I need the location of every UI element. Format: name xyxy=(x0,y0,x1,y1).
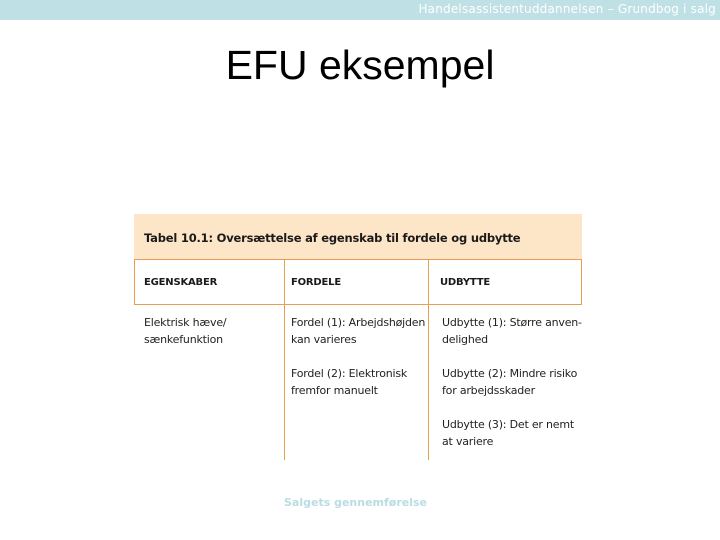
fordel-2-line-1: Fordel (2): Elektronisk xyxy=(291,367,408,380)
table-left-border xyxy=(134,260,135,304)
fordel-1-line-2: kan varieres xyxy=(291,333,357,346)
column-header-udbytte: UDBYTTE xyxy=(440,277,491,288)
footer-text: Salgets gennemførelse xyxy=(284,496,428,509)
fordel-1-line-1: Fordel (1): Arbejdshøjden xyxy=(291,316,426,329)
header-row-divider xyxy=(134,304,582,305)
udbytte-3-line-2: at variere xyxy=(442,435,494,448)
udbytte-3-line-1: Udbytte (3): Det er nemt xyxy=(442,418,575,431)
udbytte-2-line-2: for arbejdsskader xyxy=(442,384,535,397)
column-divider-1 xyxy=(284,260,285,460)
table-right-border xyxy=(581,260,582,304)
fordel-1-cell xyxy=(291,314,425,348)
egenskab-cell xyxy=(144,314,226,348)
egenskab-line-2: sænkefunktion xyxy=(144,333,223,346)
column-header-egenskaber: EGENSKABER xyxy=(144,277,218,288)
table-caption-band xyxy=(134,214,582,260)
fordel-2-line-2: fremfor manuelt xyxy=(291,384,378,397)
udbytte-3-cell xyxy=(442,416,574,450)
header-text: Handelsassistentuddannelsen – Grundbog i salg xyxy=(418,2,716,16)
egenskab-line-1: Elektrisk hæve/ xyxy=(144,316,227,329)
table-figure xyxy=(134,214,582,460)
udbytte-1-line-2: delighed xyxy=(442,333,488,346)
udbytte-1-line-1: Udbytte (1): Større anven- xyxy=(442,316,582,329)
udbytte-2-cell xyxy=(442,365,577,399)
udbytte-1-cell xyxy=(442,314,582,348)
column-header-fordele: FORDELE xyxy=(291,277,341,288)
udbytte-2-line-1: Udbytte (2): Mindre risiko xyxy=(442,367,578,380)
fordel-2-cell xyxy=(291,365,407,399)
slide-title: EFU eksempel xyxy=(225,42,495,88)
table-caption: Tabel 10.1: Oversættelse af egenskab til fordele og udbytte xyxy=(144,231,521,245)
column-divider-2 xyxy=(428,260,429,460)
